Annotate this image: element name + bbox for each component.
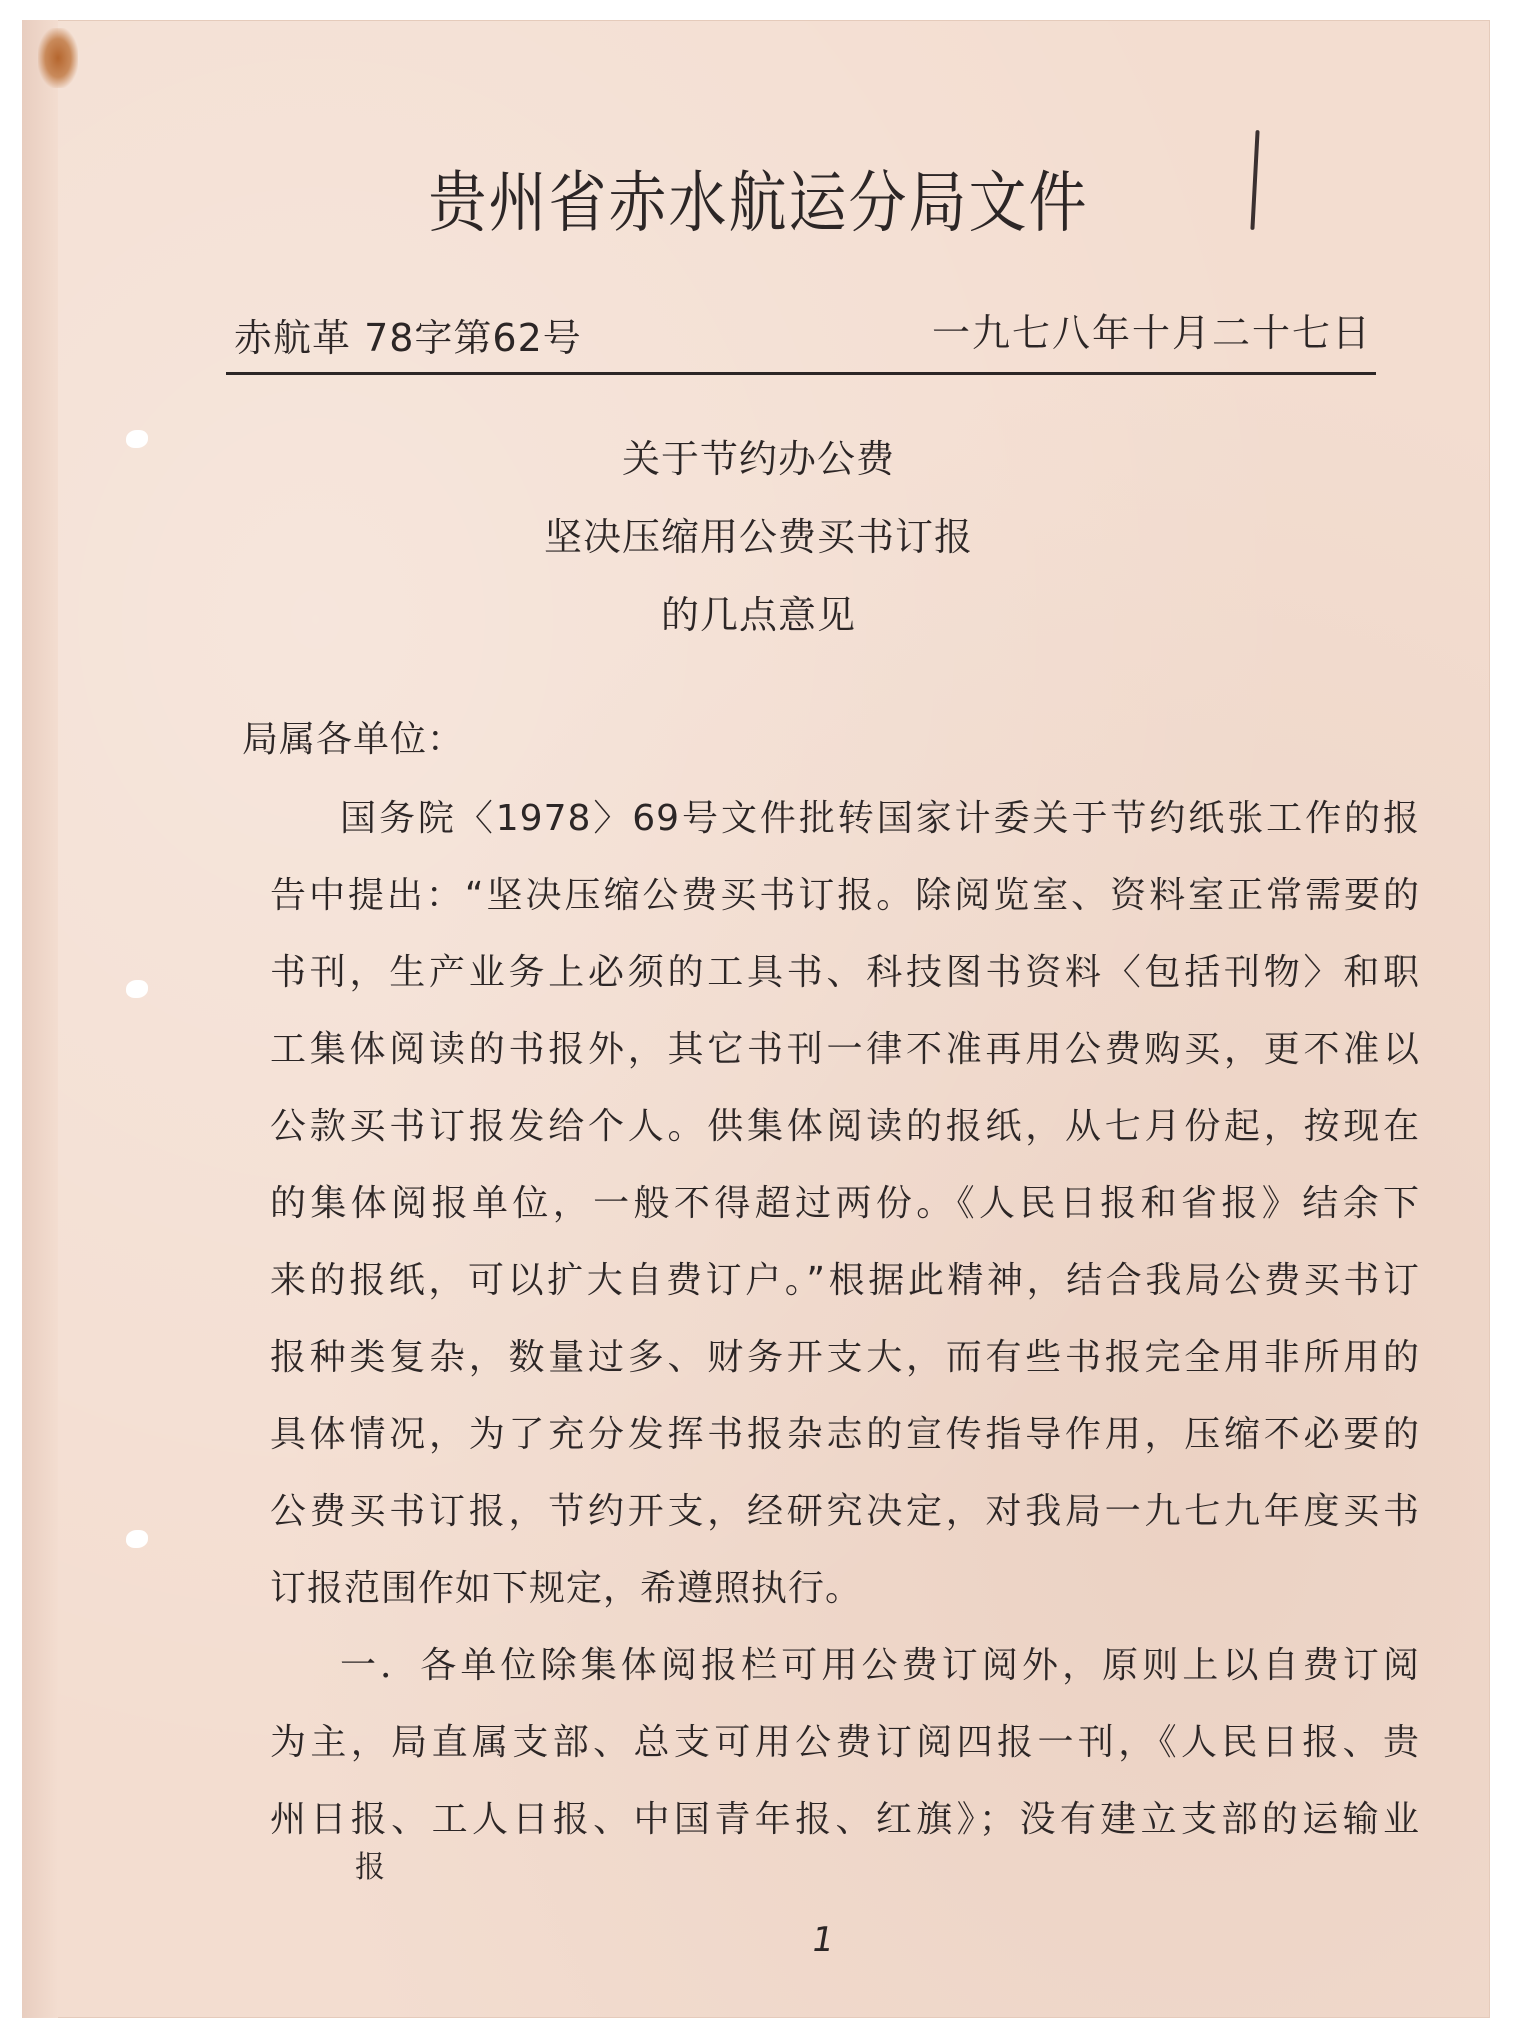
body-line: 公费买书订报，节约开支，经研究决定，对我局一九七九年度买书 — [270, 1491, 1420, 1532]
body-line: 告中提出：“坚决压缩公费买书订报。除阅览室、资料室正常需要的 — [270, 875, 1420, 916]
document-number: 赤航革 78字第62号 — [234, 316, 582, 360]
binding-hole-3 — [126, 1530, 148, 1548]
body-line: 为主，局直属支部、总支可用公费订阅四报一刊，《人民日报、贵 — [270, 1722, 1420, 1763]
body-line: 来的报纸，可以扩大自费订户。”根据此精神，结合我局公费买书订 — [270, 1260, 1420, 1301]
body-line: 国务院〈1978〉69号文件批转国家计委关于节约纸张工作的报 — [340, 798, 1420, 839]
body-line: 具体情况，为了充分发挥书报杂志的宣传指导作用，压缩不必要的 — [270, 1414, 1420, 1455]
document-title: 贵州省赤水航运分局文件 — [428, 163, 1089, 242]
body-line: 的集体阅报单位，一般不得超过两份。《人民日报和省报》结余下 — [270, 1183, 1420, 1224]
document-date: 一九七八年十月二十七日 — [931, 311, 1372, 355]
body-line: 公款买书订报发给个人。供集体阅读的报纸，从七月份起，按现在 — [270, 1106, 1420, 1147]
body-line: 工集体阅读的书报外，其它书刊一律不准再用公费购买，更不准以 — [270, 1029, 1420, 1070]
inserted-correction-note: 报 — [355, 1850, 385, 1885]
body-line: 书刊，生产业务上必须的工具书、科技图书资料〈包括刊物〉和职 — [270, 952, 1420, 993]
addressee: 局属各单位： — [242, 719, 465, 760]
body-line: 报种类复杂，数量过多、财务开支大，而有些书报完全用非所用的 — [270, 1337, 1420, 1378]
body-line: 一．各单位除集体阅报栏可用公费订阅外，原则上以自费订阅 — [340, 1645, 1420, 1686]
subject-line-3: 的几点意见 — [660, 593, 856, 637]
header-divider — [226, 372, 1376, 375]
body-line: 订报范围作如下规定，希遵照执行。 — [270, 1568, 863, 1609]
body-line: 州日报、工人日报、中国青年报、红旗》；没有建立支部的运输业 — [270, 1799, 1420, 1840]
rust-stain — [38, 28, 78, 88]
binding-hole-2 — [126, 980, 148, 998]
subject-line-1: 关于节约办公费 — [621, 437, 895, 481]
page-number: 1 — [808, 1920, 838, 1960]
binding-strip — [22, 20, 58, 2018]
subject-line-2: 坚决压缩用公费买书订报 — [543, 515, 973, 559]
